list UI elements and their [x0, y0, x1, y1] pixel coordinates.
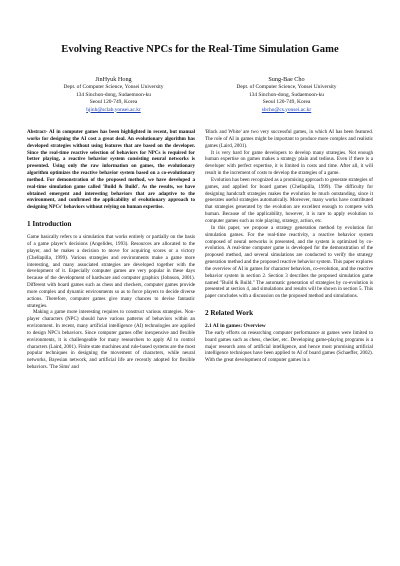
author-affiliation: Dept. of Computer Science, Yonsei University — [63, 84, 164, 91]
author-email-link[interactable]: sbcho@cs.yonsei.ac.kr — [261, 106, 312, 113]
paper-title: Evolving Reactive NPCs for the Real-Time Simulation Game — [61, 44, 339, 55]
author-city: Seoul 120-749, Korea — [89, 99, 138, 106]
author-name: JinHyuk Hong — [95, 76, 132, 83]
left-column — [27, 129, 195, 371]
subsection-heading-ai-in-games: 2.1 AI in games: Overview — [205, 323, 266, 330]
author-address: 134 Sinchon-dong, Sudaemoon-ku — [248, 91, 324, 98]
paragraph: The early efforts on researching computer performance at games were limited to board games such as chess, checker, etc. Developing game-playing programs is a major research area of artificial intelligence, and hence most promising artificial intelligence techniques have been applied to AI of board games (Schaeffer, 2002). With the great development of computer games in a — [205, 329, 373, 364]
author-city: Seoul 120-749, Korea — [262, 99, 311, 106]
author-block — [27, 76, 373, 114]
abstract: Abstract- AI in computer games has been highlighted in recent, but manual works for designing the AI cost a great deal. An evolutionary algorithm has developed strategies without using features that are based on the developer. Since the real-time reactive selection of behaviors for NPCs is required for better playing, a reactive behavior system consisting neural networks is presented. Using only the raw information on games, the evolutionary algorithm optimizes the reactive behavior system based on a co-evolutionary method. For demonstration of the proposed method, we have developed a real-time simulation game called 'Build & Build'. As the results, we have obtained emergent and interesting behaviors that are adaptive to the environment, and confirmed the applicability of evolutionary approach to designing NPCs' behaviors without relying on human expertise. — [27, 129, 195, 211]
paragraph: It is very hard for game developers to develop many strategies. Not enough human expertise on games makes a strategy plain and tedious. Even if there is a developer with perfect expertise, it is limited in costs and time. After all, it will result in the increment of costs to develop the strategies of a game. — [205, 149, 373, 177]
paragraph: In this paper, we propose a strategy generation method by evolution for simulation games. For the real-time reactivity, a reactive behavior system composed of neural networks is presented, and the system is optimized by co-evolution. A real-time computer game is developed for the demonstration of the proposed method, and several simulations are conducted to verify the strategy generation method and the proposed reactive behavior system. This paper explores the overview of AI in games for character behaviors, co-evolution, and the reactive behavior system in section 2. Section 3 describes the proposed simulation game named "Build & Build." The automatic generation of strategies by co-evolution is presented at section 4, and simulations and results will be shown in section 5. This paper concludes with a discussion on the proposed method and simulations. — [205, 224, 373, 300]
author-2 — [200, 76, 373, 114]
author-1 — [27, 76, 200, 114]
paragraph: Game basically refers to a simulation that works entirely or partially on the basis of a game player's decisions (Angelides, 1993). Resources are allocated to the player, and he makes a decision to move for acquiring scores or a victory (Chellapilla, 1999). Various strategies and environments make a game more interesting, and many associated strategies are developed together with the development of it. Especially computer games are very popular in these days because of the development of hardware and computer graphics (Johnson, 2001). Different with board games such as chess and checkers, computer games provide more complex and dynamic environments so as to force players to decide diverse actions. Therefore, computer games give many chances to devise fantastic strategies. — [27, 234, 195, 309]
author-name: Sung-Bae Cho — [268, 76, 305, 83]
author-email-link[interactable]: hjinh@sclab.yonsei.ac.kr — [86, 106, 141, 113]
right-column — [205, 129, 373, 371]
section-heading-introduction: 1 Introduction — [27, 220, 72, 229]
paragraph: Evolution has been recognized as a promising approach to generate strategies of games, and applied for board games (Chellapilla, 1999). The difficulty for designing handcraft strategies makes the evolution be much outstanding, since it generates useful strategies automatically. Moreover, many works have contributed that strategies generated by the evolution are excellent enough to compete with human. Because of the applicability, however, it is rare to apply evolution to computer games such as role playing, strategy, action, etc. — [205, 176, 373, 224]
body-columns — [27, 129, 373, 371]
author-address: 134 Sinchon-dong, Sudaemoon-ku — [75, 91, 151, 98]
paragraph: Making a game more interesting requires to construct various strategies. Non-player characters (NPC) should have various patterns of behaviors within an environment. In recent, many artificial intelligence (AI) technologies are applied to design NPC's behaviors. Since computer games offer inexpensive and flexible environments, it is challengeable for many researchers to apply AI to control characters (Laird, 2001). Finite state machines and rule-based systems are the most popular techniques in designing the movement of characters, while neural networks, Bayesian network, and artificial life are recently adopted for flexible behaviors. 'The Sims' and — [27, 309, 195, 371]
author-affiliation: Dept. of Computer Science, Yonsei University — [236, 84, 337, 91]
paragraph: 'Black and White' are two very successful games, in which AI has been featured. The role of AI in games might be important to produce more complex and realistic games (Laird, 2001). — [205, 129, 373, 149]
section-heading-related-work: 2 Related Work — [205, 309, 254, 318]
